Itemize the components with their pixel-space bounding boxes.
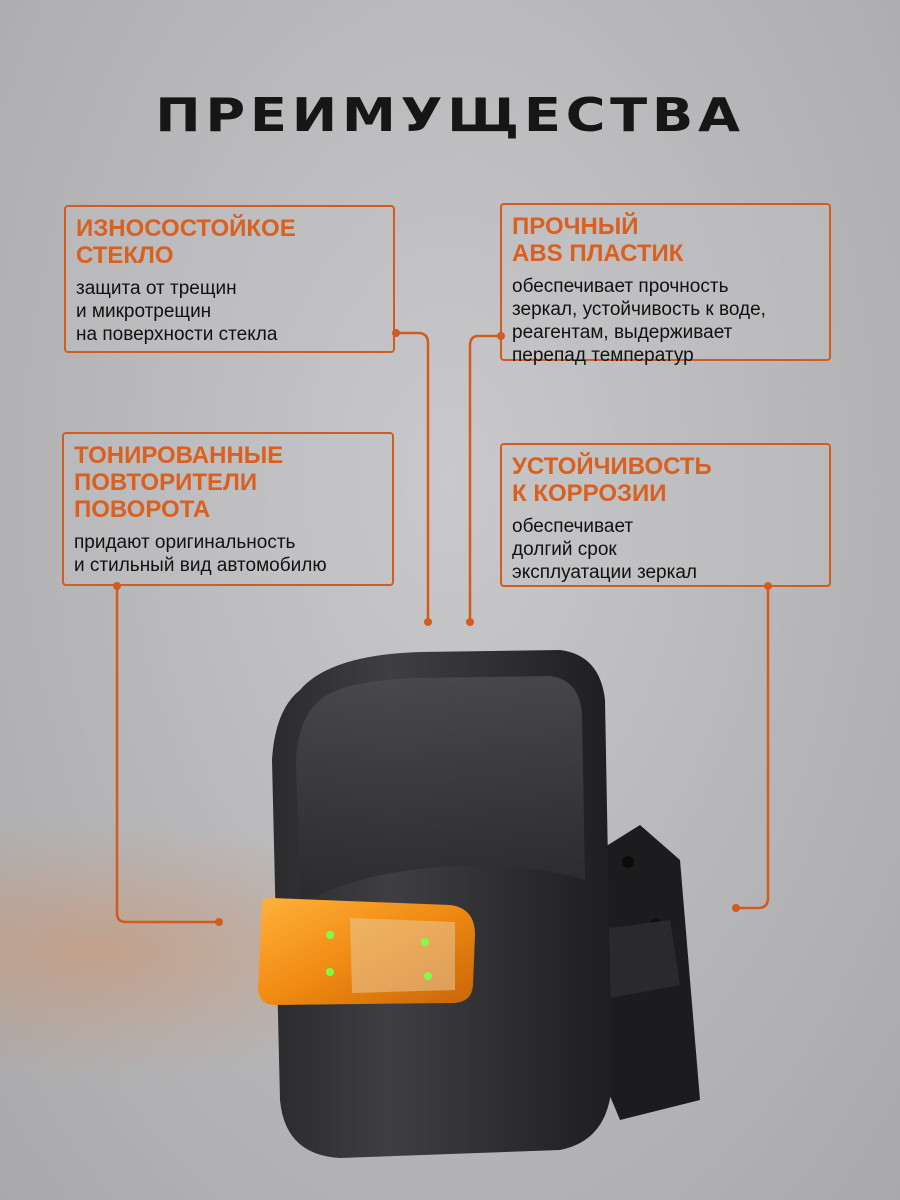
feature-heading: ТОНИРОВАННЫЕ ПОВТОРИТЕЛИ ПОВОРОТА: [74, 442, 284, 523]
feature-text: обеспечивает прочность зеркал, устойчивость к воде, реагентам, выдерживает перепад температур: [512, 276, 766, 366]
feature-heading: УСТОЙЧИВОСТЬ К КОРРОЗИИ: [512, 453, 712, 507]
feature-text: защита от трещин и микротрещин на поверхности стекла: [76, 278, 278, 345]
feature-heading: ПРОЧНЫЙ ABS ПЛАСТИК: [512, 213, 684, 267]
page-title: ПРЕИМУЩЕСТВА: [155, 88, 745, 142]
feature-heading: ИЗНОСОСТОЙКОЕ СТЕКЛО: [76, 215, 296, 269]
feature-text: обеспечивает долгий срок эксплуатации зеркал: [512, 516, 697, 583]
feature-text: придают оригинальность и стильный вид автомобилю: [74, 532, 327, 576]
